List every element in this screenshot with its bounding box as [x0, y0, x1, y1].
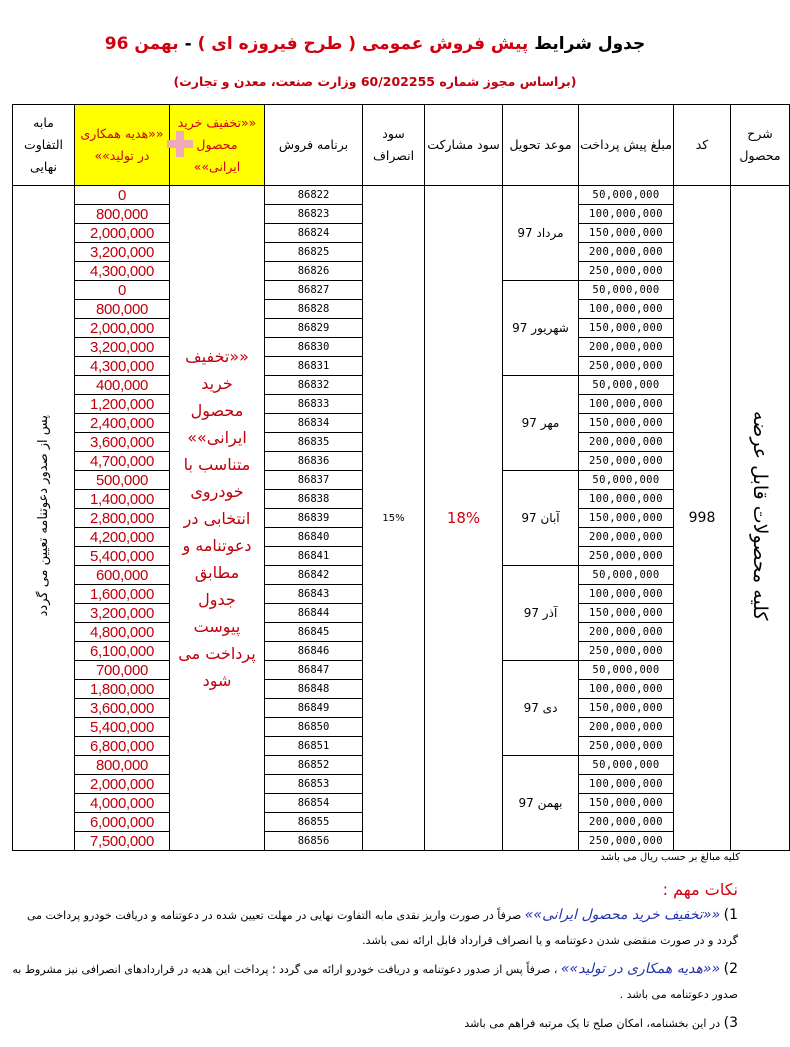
prepayment-amount: 250,000,000	[579, 452, 674, 471]
prepayment-amount: 250,000,000	[579, 737, 674, 756]
gift-value: 0	[75, 281, 170, 300]
header-delivery: موعد تحویل	[503, 105, 579, 186]
delivery-month: دی 97	[503, 661, 579, 756]
gift-value: 2,800,000	[75, 509, 170, 528]
sales-program-code: 86828	[265, 300, 363, 319]
gift-value: 4,200,000	[75, 528, 170, 547]
title-date: بهمن 96	[104, 34, 179, 54]
note-number: 1)	[723, 907, 738, 923]
final-difference-text: پس از صدور دعوتنامه تعیین می گردد	[36, 415, 51, 617]
note-highlight: ««هدیه همکاری در تولید»»	[560, 961, 721, 977]
title-dash: -	[184, 34, 192, 54]
gift-value: 7,500,000	[75, 832, 170, 851]
gift-value: 800,000	[75, 756, 170, 775]
sales-program-code: 86841	[265, 547, 363, 566]
sales-program-code: 86851	[265, 737, 363, 756]
gift-value: 1,200,000	[75, 395, 170, 414]
partnership-profit: 18%	[425, 186, 503, 851]
gift-value: 2,000,000	[75, 224, 170, 243]
gift-value: 1,800,000	[75, 680, 170, 699]
notes-title: نکات مهم :	[662, 880, 738, 899]
prepayment-amount: 200,000,000	[579, 528, 674, 547]
prepayment-amount: 50,000,000	[579, 661, 674, 680]
prepayment-amount: 50,000,000	[579, 186, 674, 205]
prepayment-amount: 100,000,000	[579, 300, 674, 319]
currency-note: کلیه مبالغ بر حسب ریال می باشد	[600, 852, 740, 863]
note-text: صرفاً در صورت واریز نقدی مابه التفاوت نهایی در مهلت تعیین شده در دعوتنامه و دریافت خودرو پرداخت می گردد و در صورت منقضی شدن دعوتنامه و یا انصراف قرارداد قابل ارائه نمی باشد.	[27, 909, 738, 947]
prepayment-amount: 50,000,000	[579, 566, 674, 585]
gift-value: 3,200,000	[75, 243, 170, 262]
prepayment-amount: 50,000,000	[579, 471, 674, 490]
header-code: کد	[674, 105, 731, 186]
gift-value: 700,000	[75, 661, 170, 680]
gift-value: 3,200,000	[75, 338, 170, 357]
header-sales-program: برنامه فروش	[265, 105, 363, 186]
conditions-table	[12, 104, 790, 851]
gift-value: 3,600,000	[75, 433, 170, 452]
delivery-month: آبان 97	[503, 471, 579, 566]
table-row	[13, 186, 790, 205]
note-highlight: ««تخفیف خرید محصول ایرانی»»	[524, 907, 721, 923]
discount-description: ««تخفیف خرید محصول ایرانی»» متناسب با خودروی انتخابی در دعوتنامه و مطابق جدول پیوست پرداخت می شود	[178, 346, 256, 690]
sales-program-code: 86832	[265, 376, 363, 395]
prepayment-amount: 150,000,000	[579, 224, 674, 243]
sales-program-code: 86825	[265, 243, 363, 262]
note-number: 3)	[723, 1015, 738, 1031]
prepayment-amount: 100,000,000	[579, 680, 674, 699]
sales-program-code: 86835	[265, 433, 363, 452]
header-gift	[75, 105, 170, 186]
header-gift-text: ««هدیه همکاری در تولید»»	[80, 126, 164, 163]
sales-program-code: 86852	[265, 756, 363, 775]
gift-value: 4,000,000	[75, 794, 170, 813]
page-subtitle: (براساس مجوز شماره 60/202255 وزارت صنعت، معدن و تجارت)	[173, 74, 577, 89]
gift-value: 6,800,000	[75, 737, 170, 756]
sales-program-code: 86854	[265, 794, 363, 813]
prepayment-amount: 50,000,000	[579, 281, 674, 300]
sales-program-code: 86845	[265, 623, 363, 642]
note-number: 2)	[723, 961, 738, 977]
delivery-month: بهمن 97	[503, 756, 579, 851]
note-text: در این بخشنامه، امکان صلح تا یک مرتبه فراهم می باشد	[464, 1017, 721, 1030]
sales-program-code: 86853	[265, 775, 363, 794]
header-product: شرح محصول	[731, 105, 790, 186]
gift-value: 1,400,000	[75, 490, 170, 509]
prepayment-amount: 150,000,000	[579, 414, 674, 433]
page-title	[0, 34, 750, 54]
sales-program-code: 86842	[265, 566, 363, 585]
gift-value: 6,000,000	[75, 813, 170, 832]
important-notes	[10, 880, 738, 1036]
sales-program-code: 86824	[265, 224, 363, 243]
product-cell	[731, 186, 790, 851]
sales-program-code: 86847	[265, 661, 363, 680]
gift-value: 4,800,000	[75, 623, 170, 642]
product-name: کلیه محصولات قابل عرضه	[749, 411, 771, 621]
gift-value: 800,000	[75, 300, 170, 319]
gift-value: 4,300,000	[75, 262, 170, 281]
delivery-month: شهریور 97	[503, 281, 579, 376]
note-item	[10, 1011, 738, 1036]
gift-value: 0	[75, 186, 170, 205]
prepayment-amount: 150,000,000	[579, 699, 674, 718]
prepayment-amount: 100,000,000	[579, 395, 674, 414]
sales-program-code: 86846	[265, 642, 363, 661]
gift-value: 2,400,000	[75, 414, 170, 433]
sales-program-code: 86836	[265, 452, 363, 471]
gift-value: 500,000	[75, 471, 170, 490]
discount-cell	[170, 186, 265, 851]
gift-value: 5,400,000	[75, 718, 170, 737]
sales-program-code: 86826	[265, 262, 363, 281]
gift-value: 1,600,000	[75, 585, 170, 604]
header-final-difference: مابه التفاوت نهایی	[13, 105, 75, 186]
sales-program-code: 86848	[265, 680, 363, 699]
prepayment-amount: 250,000,000	[579, 262, 674, 281]
prepayment-amount: 250,000,000	[579, 832, 674, 851]
prepayment-amount: 200,000,000	[579, 338, 674, 357]
prepayment-amount: 200,000,000	[579, 718, 674, 737]
sales-program-code: 86839	[265, 509, 363, 528]
gift-value: 6,100,000	[75, 642, 170, 661]
sales-program-code: 86856	[265, 832, 363, 851]
sales-program-code: 86834	[265, 414, 363, 433]
header-amount: مبلغ پیش پرداخت	[579, 105, 674, 186]
prepayment-amount: 50,000,000	[579, 376, 674, 395]
prepayment-amount: 150,000,000	[579, 509, 674, 528]
prepayment-amount: 200,000,000	[579, 623, 674, 642]
cancellation-profit: 15%	[363, 186, 425, 851]
sales-program-code: 86844	[265, 604, 363, 623]
sales-program-code: 86855	[265, 813, 363, 832]
prepayment-amount: 250,000,000	[579, 547, 674, 566]
gift-value: 400,000	[75, 376, 170, 395]
prepayment-amount: 200,000,000	[579, 433, 674, 452]
prepayment-amount: 150,000,000	[579, 319, 674, 338]
delivery-month: مهر 97	[503, 376, 579, 471]
gift-value: 2,000,000	[75, 319, 170, 338]
gift-value: 3,200,000	[75, 604, 170, 623]
sales-program-code: 86827	[265, 281, 363, 300]
sales-program-code: 86843	[265, 585, 363, 604]
gift-value: 3,600,000	[75, 699, 170, 718]
sales-program-code: 86823	[265, 205, 363, 224]
prepayment-amount: 100,000,000	[579, 585, 674, 604]
header-partnership-profit: سود مشارکت	[425, 105, 503, 186]
delivery-month: مرداد 97	[503, 186, 579, 281]
plus-icon	[167, 131, 193, 157]
title-campaign: پیش فروش عمومی ( طرح فیروزه ای )	[197, 34, 529, 54]
prepayment-amount: 100,000,000	[579, 775, 674, 794]
sales-program-code: 86840	[265, 528, 363, 547]
gift-value: 800,000	[75, 205, 170, 224]
sales-program-code: 86822	[265, 186, 363, 205]
gift-value: 600,000	[75, 566, 170, 585]
header-cancellation-profit: سود انصراف	[363, 105, 425, 186]
gift-value: 4,700,000	[75, 452, 170, 471]
sales-program-code: 86837	[265, 471, 363, 490]
final-difference-cell	[13, 186, 75, 851]
prepayment-amount: 150,000,000	[579, 794, 674, 813]
prepayment-amount: 200,000,000	[579, 243, 674, 262]
header-discount-text: ««تخفیف خرید محصول ایرانی»»	[177, 115, 257, 174]
gift-value: 5,400,000	[75, 547, 170, 566]
note-item	[10, 957, 738, 1007]
prepayment-amount: 250,000,000	[579, 357, 674, 376]
prepayment-amount: 100,000,000	[579, 490, 674, 509]
title-start: جدول شرایط	[534, 34, 646, 54]
prepayment-amount: 150,000,000	[579, 604, 674, 623]
sales-program-code: 86850	[265, 718, 363, 737]
sales-program-code: 86829	[265, 319, 363, 338]
note-item	[10, 903, 738, 953]
sales-program-code: 86838	[265, 490, 363, 509]
table-header-row	[13, 105, 790, 186]
prepayment-amount: 250,000,000	[579, 642, 674, 661]
gift-value: 2,000,000	[75, 775, 170, 794]
note-text: ، صرفاً پس از صدور دعوتنامه و دریافت خودرو ارائه می گردد ؛ پرداخت این هدیه در قراردادهای انصرافی نیز مشروط به صدور دعوتنامه می باشد .	[12, 963, 738, 1001]
prepayment-amount: 200,000,000	[579, 813, 674, 832]
sales-program-code: 86831	[265, 357, 363, 376]
code-cell: 998	[674, 186, 731, 851]
delivery-month: آذر 97	[503, 566, 579, 661]
sales-program-code: 86830	[265, 338, 363, 357]
sales-program-code: 86833	[265, 395, 363, 414]
prepayment-amount: 100,000,000	[579, 205, 674, 224]
gift-value: 4,300,000	[75, 357, 170, 376]
prepayment-amount: 50,000,000	[579, 756, 674, 775]
sales-program-code: 86849	[265, 699, 363, 718]
